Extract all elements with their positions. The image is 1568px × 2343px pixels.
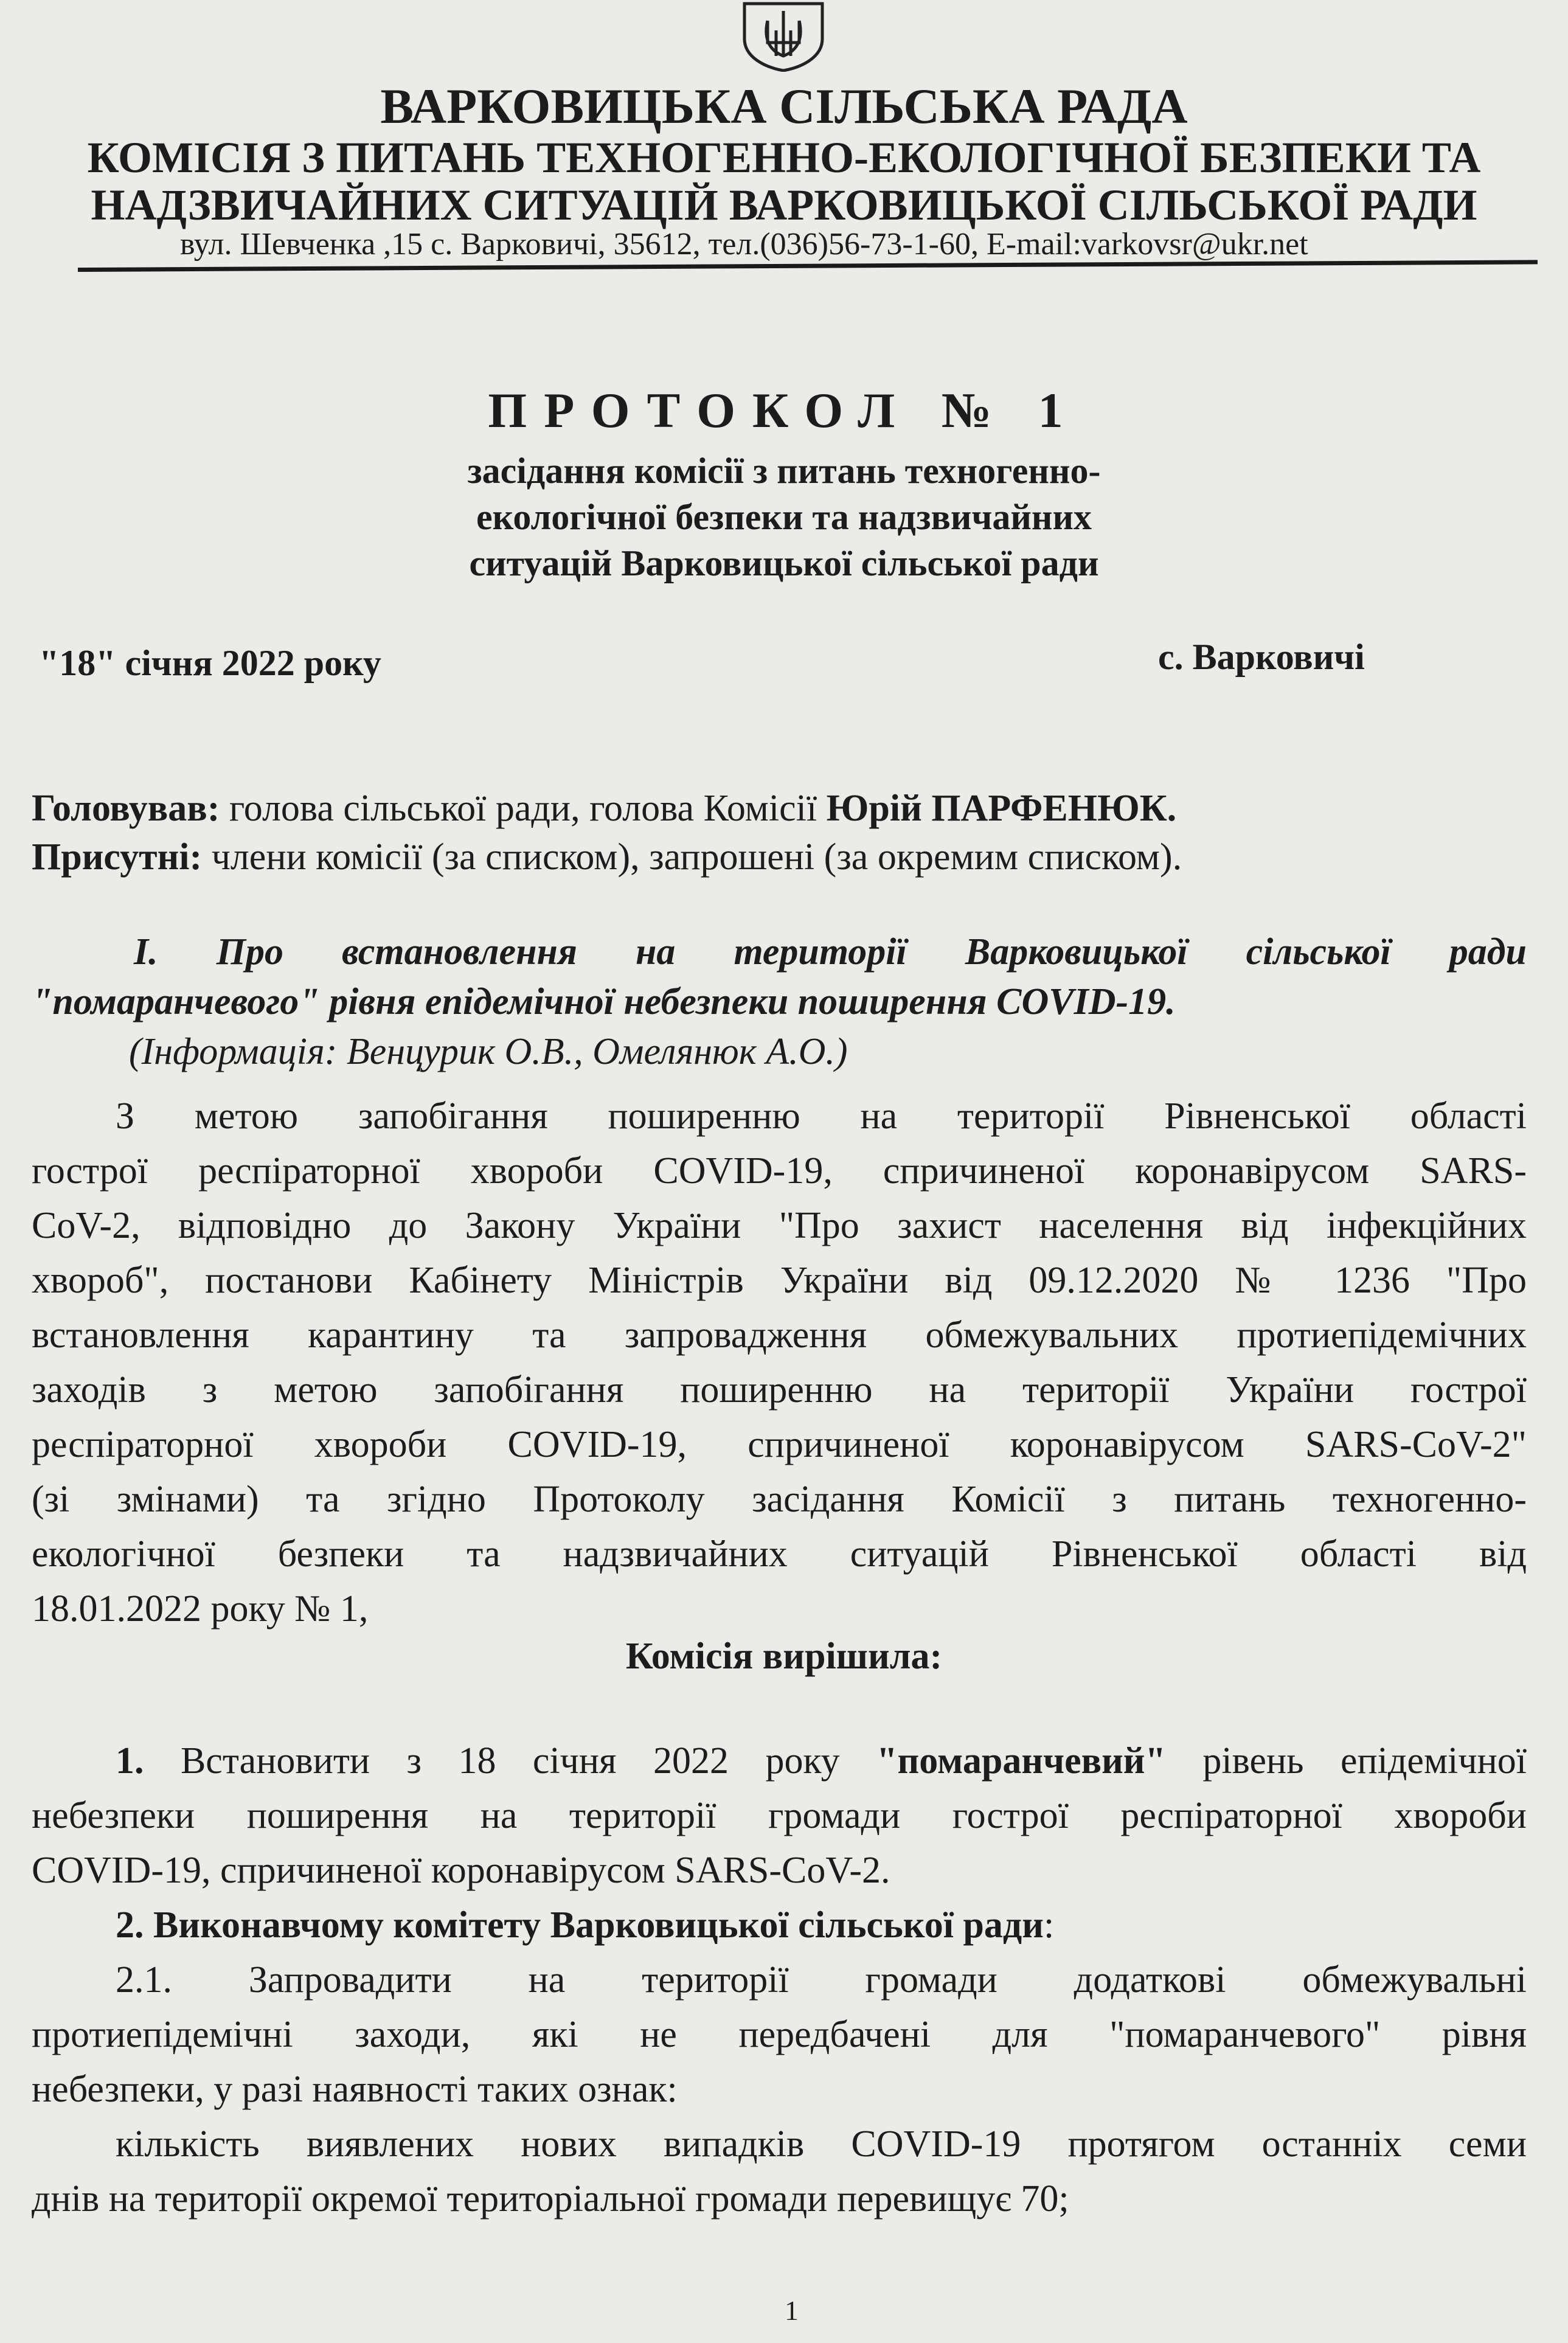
protocol-subtitle-1: засідання комісії з питань техногенно- [467,451,1101,491]
protocol-title: ПРОТОКОЛ № 1 [488,383,1080,438]
item2-sub1-line1: 2.1. Запровадити на території громади додаткові обмежувальні [116,1959,1527,2001]
chair-label: Головував: [32,788,220,829]
item1-line3: COVID-19, спричиненої коронавірусом SARS-CoV-2. [32,1850,890,1891]
present-text: члени комісії (за списком), запрошені (за окремим списком). [202,836,1182,878]
item2-sub1-line2: протиепідемічні заходи, які не передбачені для "помаранчевого" рівня [32,2014,1527,2055]
commission-name-line2: НАДЗВИЧАЙНИХ СИТУАЦІЙ ВАРКОВИЦЬКОЇ СІЛЬСЬКОЇ РАДИ [91,181,1477,229]
item1-line1: 1. Встановити з 18 січня 2022 року "помаранчевий" рівень епідемічної [116,1740,1527,1782]
chair-text: голова сільської ради, голова Комісії [220,788,827,829]
present-label: Присутні: [32,836,203,878]
coat-of-arms-icon [740,0,827,72]
section-info: (Інформація: Венцурик О.В., Омелянюк А.О.) [129,1031,848,1072]
item1-line2: небезпеки поширення на території громади гострої респіраторної хвороби [32,1795,1527,1836]
council-name: ВАРКОВИЦЬКА СІЛЬСЬКА РАДА [380,78,1188,134]
body-line: респіраторної хвороби COVID-19, спричиненої коронавірусом SARS-CoV-2" [32,1424,1527,1465]
condition-line2: днів на території окремої територіальної громади перевищує 70; [32,2178,1069,2220]
present-line [32,836,1182,879]
body-line: (зі змінами) та згідно Протоколу засідання Комісії з питань техногенно- [32,1479,1527,1520]
item1-number: 1. [116,1740,144,1782]
orange-level-text: "помаранчевий" [876,1740,1166,1782]
protocol-subtitle-2: екологічної безпеки та надзвичайних [476,497,1092,537]
body-line: заходів з метою запобігання поширенню на території України гострої [32,1369,1527,1411]
body-line: встановлення карантину та запровадження обмежувальних протиепідемічних [32,1314,1527,1356]
protocol-date: "18" січня 2022 року [39,643,381,683]
address-line: вул. Шевченка ,15 с. Варковичі, 35612, тел.(036)56-73-1-60, E-mail:varkovsr@ukr.net [180,227,1308,262]
body-line: екологічної безпеки та надзвичайних ситуацій Рівненської області від [32,1533,1527,1575]
section-title-line1: І. Про встановлення на території Варковицької сільської ради [134,931,1527,973]
protocol-place: с. Варковичі [1158,637,1365,677]
item2-heading: 2. Виконавчому комітету Варковицької сільської ради: [116,1904,1055,1946]
protocol-subtitle-3: ситуацій Варковицької сільської ради [469,543,1099,583]
item2-sub1-line3: небезпеки, у разі наявності таких ознак: [32,2069,678,2110]
body-line: CoV-2, відповідно до Закону України "Про захист населення від інфекційних [32,1205,1527,1246]
body-line: 18.01.2022 року № 1, [32,1588,369,1630]
body-line: З метою запобігання поширенню на території Рівненської області [116,1095,1527,1137]
body-line: гострої респіраторної хвороби COVID-19, спричиненої коронавірусом SARS- [32,1150,1527,1192]
page-number: 1 [785,2295,799,2326]
chair-name: Юрій ПАРФЕНЮК. [826,788,1177,829]
commission-name-line1: КОМІСІЯ З ПИТАНЬ ТЕХНОГЕННО-ЕКОЛОГІЧНОЇ БЕЗПЕКИ ТА [87,133,1481,182]
condition-line1: кількість виявлених нових випадків COVID-19 протягом останніх семи [116,2123,1527,2165]
body-line: хвороб", постанови Кабінету Міністрів України від 09.12.2020 № 1236 "Про [32,1260,1527,1301]
chair-line [32,787,1176,830]
decision-heading: Комісія вирішила: [625,1636,943,1677]
section-title-line2: "помаранчевого" рівня епідемічної небезпеки поширення COVID-19. [32,981,1176,1022]
